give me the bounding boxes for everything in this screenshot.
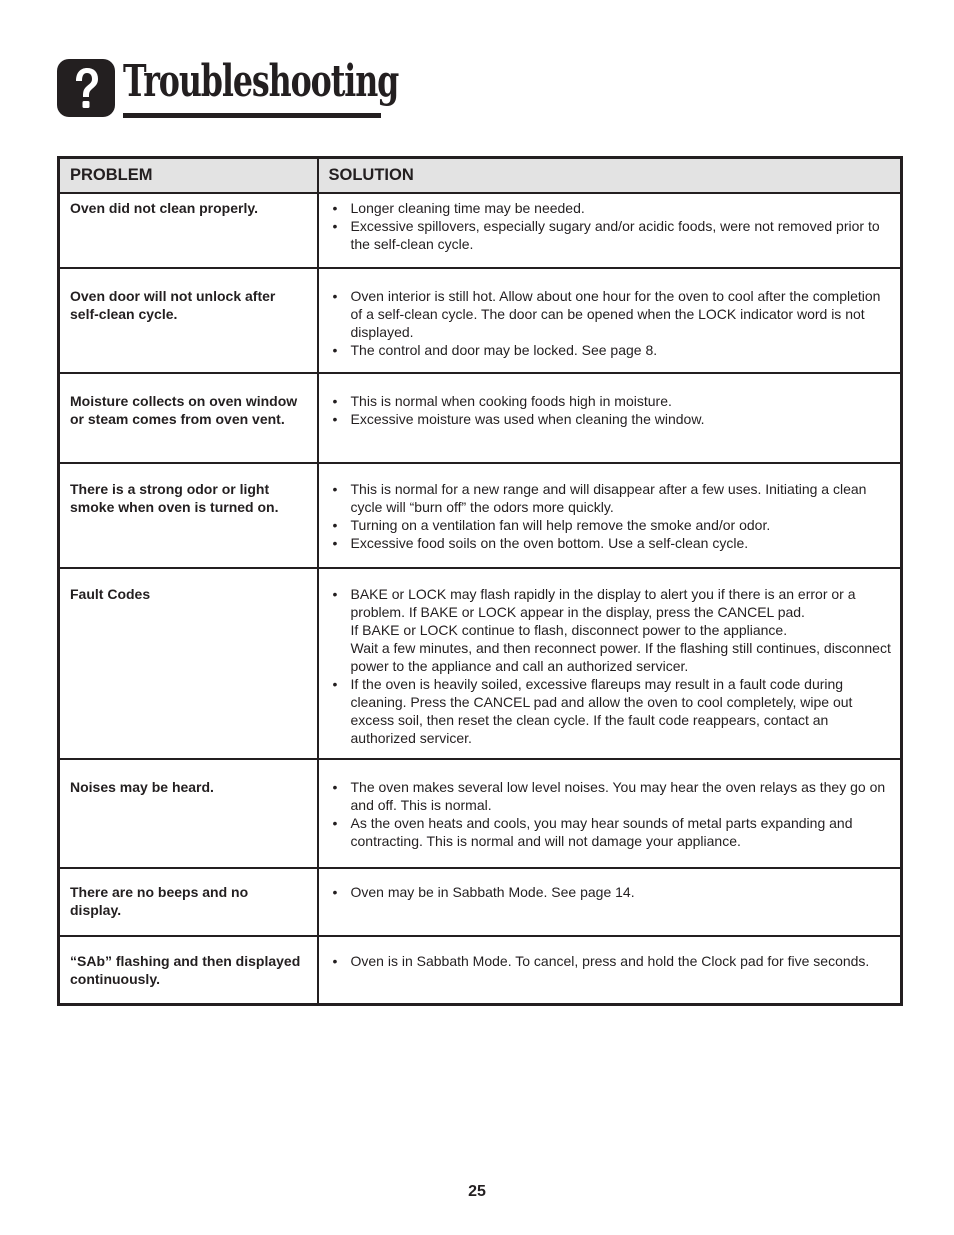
solution-column-header: SOLUTION — [318, 158, 902, 194]
problem-text: There is a strong odor or light smoke when oven is turned on. — [70, 481, 279, 515]
problem-text: Oven door will not unlock after self-clean cycle. — [70, 288, 276, 322]
solution-text: • BAKE or LOCK may flash rapidly in the display to alert you if there is an error or a problem. If BAKE or LOCK appear in the display, press the CANCEL pad. — [350, 586, 856, 620]
solution-item — [333, 341, 893, 359]
solution-item — [333, 952, 893, 970]
solution-item — [333, 516, 893, 534]
solution-text: • Oven interior is still hot. Allow about one hour for the oven to cool after the completion of a self-clean cycle. The door can be opened when the LOCK indicator word is not displayed. — [350, 288, 881, 340]
solution-item — [333, 778, 893, 814]
solution-item — [333, 392, 893, 410]
problem-cell — [59, 373, 318, 463]
table-row — [59, 268, 902, 373]
solution-item — [333, 199, 893, 217]
solution-list — [333, 952, 893, 970]
troubleshooting-table — [57, 156, 903, 1006]
problem-cell — [59, 868, 318, 936]
solution-list — [333, 199, 893, 253]
problem-text: Fault Codes — [70, 586, 151, 602]
solution-cell — [318, 759, 902, 868]
solution-list — [333, 287, 893, 359]
solution-text: • Excessive moisture was used when cleaning the window. — [350, 411, 705, 427]
solution-cell — [318, 463, 902, 568]
table-row — [59, 568, 902, 759]
solution-text: • Oven may be in Sabbath Mode. See page 14. — [350, 884, 635, 900]
question-mark-icon — [57, 59, 115, 117]
table-row — [59, 936, 902, 1004]
solution-item — [333, 883, 893, 901]
problem-text: Noises may be heard. — [70, 779, 214, 795]
page-number: 25 — [468, 1183, 486, 1200]
solution-cell — [318, 193, 902, 268]
solution-text: • Excessive food soils on the oven bottom. Use a self-clean cycle. — [350, 535, 749, 551]
solution-text: • This is normal for a new range and will disappear after a few uses. Initiating a clean cycle will “burn off” the odors more quickly. — [350, 481, 867, 515]
problem-cell — [59, 936, 318, 1004]
table-row — [59, 373, 902, 463]
solution-item — [333, 217, 893, 253]
solution-text: • Turning on a ventilation fan will help remove the smoke and/or odor. — [350, 517, 771, 533]
solution-list — [333, 392, 893, 428]
solution-list — [333, 883, 893, 901]
problem-text: “SAb” flashing and then displayed continuously. — [70, 953, 301, 987]
page-title: Troubleshooting — [123, 56, 399, 107]
solution-cell — [318, 868, 902, 936]
table-row — [59, 463, 902, 568]
table-row — [59, 759, 902, 868]
table-header-row — [59, 158, 902, 194]
solution-text: Wait a few minutes, and then reconnect power. If the flashing still continues, disconnect power to the appliance and call an authorized servicer. — [350, 640, 891, 674]
title-underline — [123, 113, 381, 118]
table-row — [59, 868, 902, 936]
solution-text: • If the oven is heavily soiled, excessive flareups may result in a fault code during cleaning. Press the CANCEL pad and allow the oven to cool completely, wipe out excess soil, then reset the clean cycle. If the fault code reappears, contact an authorized servicer. — [350, 676, 853, 746]
solution-item — [333, 675, 893, 747]
solution-text: • The oven makes several low level noises. You may hear the oven relays as they go on and off. This is normal. — [350, 779, 886, 813]
solution-cell — [318, 373, 902, 463]
solution-text: • Excessive spillovers, especially sugary and/or acidic foods, were not removed prior to the self-clean cycle. — [350, 218, 880, 252]
solution-item — [333, 410, 893, 428]
solution-list — [333, 585, 893, 747]
problem-column-header: PROBLEM — [59, 158, 318, 194]
solution-item — [333, 534, 893, 552]
solution-cell — [318, 268, 902, 373]
solution-item — [333, 585, 893, 675]
problem-text: There are no beeps and no display. — [70, 884, 249, 918]
solution-text: • As the oven heats and cools, you may hear sounds of metal parts expanding and contracting. This is normal and will not damage your appliance. — [350, 815, 853, 849]
problem-cell: Oven did not clean properly. — [59, 193, 318, 268]
solution-item — [333, 814, 893, 850]
solution-text: • The control and door may be locked. See page 8. — [350, 342, 658, 358]
solution-text: If BAKE or LOCK continue to flash, disconnect power to the appliance. — [350, 622, 788, 638]
solution-text: • Oven is in Sabbath Mode. To cancel, press and hold the Clock pad for five seconds. — [350, 953, 870, 969]
solution-text: • Longer cleaning time may be needed. — [350, 200, 585, 216]
problem-cell — [59, 463, 318, 568]
table-row — [59, 193, 902, 268]
solution-item — [333, 287, 893, 341]
solution-list — [333, 778, 893, 850]
solution-list — [333, 480, 893, 552]
problem-cell — [59, 268, 318, 373]
problem-cell — [59, 568, 318, 759]
solution-cell — [318, 936, 902, 1004]
solution-item — [333, 480, 893, 516]
problem-cell — [59, 759, 318, 868]
problem-text: Moisture collects on oven window or steam comes from oven vent. — [70, 393, 298, 427]
solution-text: • This is normal when cooking foods high in moisture. — [350, 393, 672, 409]
solution-cell — [318, 568, 902, 759]
